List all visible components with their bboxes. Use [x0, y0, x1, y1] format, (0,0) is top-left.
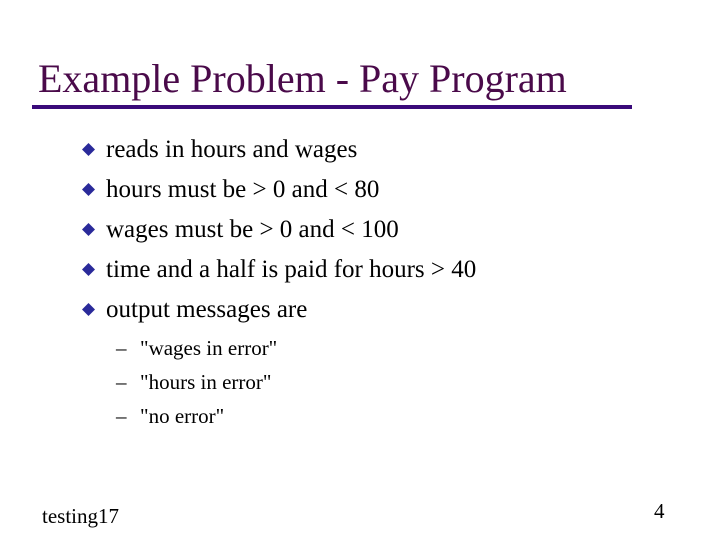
bullet-text: output messages are	[106, 296, 308, 323]
bullet-item	[80, 290, 476, 330]
bullet-item	[80, 130, 476, 170]
page-number: 4	[654, 499, 665, 523]
dash-marker: –	[116, 370, 127, 394]
title-underline	[32, 105, 632, 109]
bullet-text: time and a half is paid for hours > 40	[106, 256, 477, 283]
sub-bullet-item	[116, 331, 277, 365]
bullet-item	[80, 170, 476, 210]
bullet-text: wages must be > 0 and < 100	[106, 216, 399, 243]
sub-bullet-item	[116, 399, 277, 433]
sub-bullet-text: "hours in error"	[140, 370, 272, 394]
bullet-item	[80, 250, 476, 290]
diamond-bullet-icon	[82, 303, 95, 316]
bullet-item	[80, 210, 476, 250]
diamond-bullet-icon	[82, 143, 95, 156]
slide-title: Example Problem - Pay Program	[38, 56, 567, 101]
diamond-bullet-icon	[82, 223, 95, 236]
sub-bullet-text: "wages in error"	[140, 336, 278, 360]
sub-bullet-item	[116, 365, 277, 399]
footer-label: testing17	[42, 504, 119, 528]
bullet-text: reads in hours and wages	[106, 136, 358, 163]
diamond-bullet-icon	[82, 183, 95, 196]
diamond-bullet-icon	[82, 263, 95, 276]
sub-bullet-text: "no error"	[140, 404, 225, 428]
bullet-list	[80, 130, 476, 330]
dash-marker: –	[116, 336, 127, 360]
dash-marker: –	[116, 404, 127, 428]
sub-bullet-list	[116, 331, 277, 433]
bullet-text: hours must be > 0 and < 80	[106, 176, 380, 203]
